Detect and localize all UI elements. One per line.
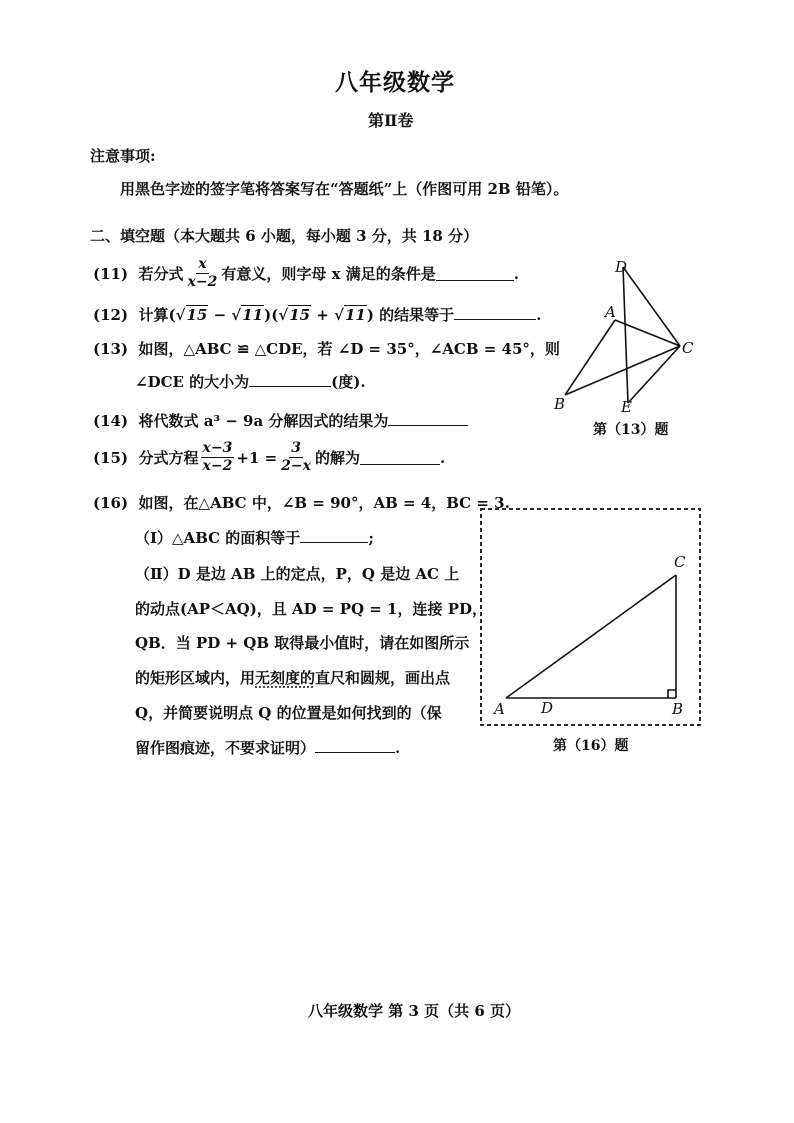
- question-16-part2-line4: [135, 667, 450, 688]
- question-number: (11): [93, 264, 129, 283]
- fraction: [279, 440, 313, 475]
- fraction-numerator: 3: [291, 440, 301, 456]
- volume-subtitle: 第Ⅱ卷: [368, 111, 414, 130]
- label-D: D: [615, 258, 628, 276]
- question-text: 的解为: [315, 449, 361, 467]
- fraction-denominator: x−2: [187, 274, 218, 290]
- question-16-part2-line3: QB．当 PD + QB 取得最小值时，请在如图所示: [135, 634, 470, 652]
- question-end: ;: [368, 529, 374, 547]
- label-B: B: [672, 700, 684, 718]
- label-B: B: [554, 395, 566, 413]
- notice-text: 用黑色字迹的签字笔将答案写在“答题纸”上（作图可用 2B 铅笔）。: [120, 180, 569, 198]
- radicand: 15: [289, 306, 311, 324]
- segment-EC: [628, 346, 680, 403]
- right-angle-mark: [668, 690, 676, 698]
- fraction: [201, 440, 235, 475]
- question-15: [93, 440, 445, 475]
- question-number: (15): [93, 448, 129, 467]
- segment-DE: [623, 267, 628, 403]
- question-13-line2: [135, 371, 366, 392]
- answer-blank[interactable]: [388, 411, 468, 426]
- label-C: C: [682, 339, 694, 357]
- radicand: 15: [186, 306, 208, 324]
- emphasis-text: 无刻度的: [255, 669, 316, 687]
- question-14: [93, 410, 468, 431]
- question-end: .: [513, 264, 519, 283]
- answer-blank[interactable]: [454, 305, 536, 320]
- question-text: 有意义，则字母 x 满足的条件是: [221, 265, 436, 283]
- question-text: ) 的结果等于: [366, 306, 455, 324]
- question-text: 计算(: [138, 306, 176, 324]
- fraction-denominator: 2−x: [281, 458, 311, 474]
- question-11: [93, 256, 519, 291]
- question-text: 若分式: [138, 265, 184, 283]
- question-number: (16): [93, 494, 129, 512]
- question-text: 如图，在△ABC 中，∠B = 90°，AB = 4，BC = 3.: [138, 494, 510, 512]
- figure-16-caption: 第（16）题: [553, 738, 629, 754]
- fraction-denominator: x−2: [202, 458, 233, 474]
- question-12: (12) 计算(√15 − √11)(√15 + √11) 的结果等于 .: [93, 306, 542, 324]
- section-heading: 二、填空题（本大题共 6 小题，每小题 3 分，共 18 分）: [90, 227, 479, 245]
- question-text: 分式方程: [138, 449, 199, 467]
- question-text: 直尺和圆规，画出点: [315, 669, 451, 687]
- question-16-part2-line6: [135, 737, 400, 758]
- radicand: 11: [242, 306, 264, 324]
- question-text: +1 =: [236, 448, 278, 467]
- question-text: (度).: [331, 373, 366, 391]
- question-16-part1: [135, 527, 374, 548]
- label-A: A: [494, 700, 505, 718]
- label-A: A: [605, 303, 616, 321]
- question-number: (14): [93, 412, 129, 430]
- question-number: (12): [93, 306, 129, 324]
- answer-blank[interactable]: [436, 266, 514, 281]
- figure-13-diagram: [540, 255, 710, 420]
- answer-blank[interactable]: [360, 450, 440, 465]
- operator: )(: [264, 306, 279, 324]
- radicand: 11: [344, 306, 366, 324]
- question-16-part2-line1: （Ⅱ）D 是边 AB 上的定点，P，Q 是边 AC 上: [135, 565, 460, 583]
- operator: −: [208, 306, 232, 324]
- fraction: [186, 256, 220, 291]
- question-text: 的矩形区域内，用: [135, 669, 256, 687]
- fraction-numerator: x: [198, 256, 207, 272]
- answer-blank[interactable]: [300, 528, 368, 543]
- question-13: [93, 338, 560, 359]
- operator: +: [311, 306, 335, 324]
- notice-label: 注意事项:: [90, 147, 156, 165]
- question-16: [93, 492, 510, 513]
- segment-AC: [506, 575, 676, 698]
- question-text: ∠DCE 的大小为: [135, 373, 250, 391]
- label-C: C: [674, 553, 686, 571]
- question-text: （Ⅰ）△ABC 的面积等于: [135, 529, 301, 547]
- question-16-part2-line5: Q，并简要说明点 Q 的位置是如何找到的（保: [135, 704, 442, 722]
- fraction-numerator: x−3: [202, 440, 233, 456]
- question-text: 将代数式 a³ − 9a 分解因式的结果为: [138, 412, 389, 430]
- question-end: .: [440, 448, 446, 467]
- figure-16-diagram: [478, 505, 704, 731]
- question-text: 如图，△ABC ≌ △CDE，若 ∠D = 35°，∠ACB = 45°，则: [138, 340, 560, 358]
- label-E: E: [621, 398, 632, 416]
- label-D: D: [541, 699, 554, 717]
- page-title: 八年级数学: [335, 69, 455, 96]
- answer-blank[interactable]: [315, 738, 395, 753]
- question-text: 留作图痕迹，不要求证明）: [135, 739, 316, 757]
- figure-13-caption: 第（13）题: [593, 422, 669, 438]
- question-16-part2-line2: 的动点(AP＜AQ)，且 AD = PQ = 1，连接 PD，: [135, 600, 488, 618]
- page-footer: 八年级数学 第 3 页（共 6 页）: [308, 1002, 520, 1020]
- answer-blank[interactable]: [249, 372, 331, 387]
- question-end: .: [536, 306, 542, 324]
- question-number: (13): [93, 340, 129, 358]
- question-end: .: [395, 739, 401, 757]
